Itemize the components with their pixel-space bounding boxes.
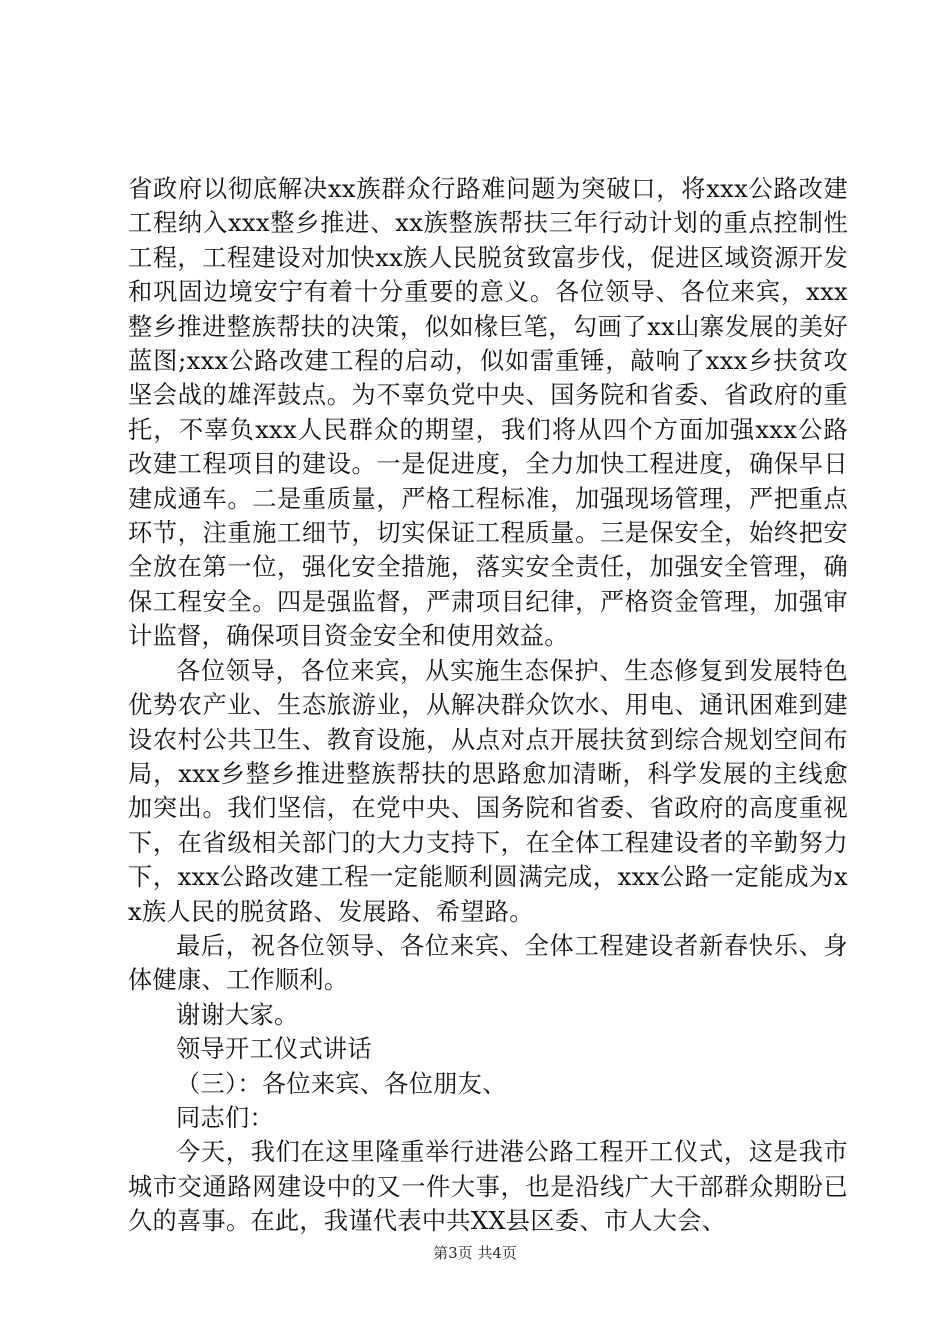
paragraph: 各位领导，各位来宾，从实施生态保护、生态修复到发展特色优势农产业、生态旅游业，从解决群众饮水、用电、通讯困难到建设农村公共卫生、教育设施，从点对点开展扶贫到综合规划空间布局，xxx乡整乡推进整族帮扶的思路愈加清晰，科学发展的主线愈加突出。我们坚信，在党中央、国务院和省委、省政府的高度重视下，在省级相关部门的大力支持下，在全体工程建设者的辛勤努力下，xxx公路改建工程一定能顺利圆满完成，xxx公路一定能成为xx族人民的脱贫路、发展路、希望路。: [128, 656, 848, 926]
paragraph: 最后，祝各位领导、各位来宾、全体工程建设者新春快乐、身体健康、工作顺利。: [128, 931, 848, 995]
section-heading: 领导开工仪式讲话: [176, 1035, 372, 1064]
paragraph: 谢谢大家。: [176, 1000, 299, 1029]
paragraph: （三）：各位来宾、各位朋友、: [176, 1069, 507, 1098]
body-text: [128, 172, 848, 1239]
paragraph: 省政府以彻底解决xx族群众行路难问题为突破口，将xxx公路改建工程纳入xxx整乡推进、xx族整族帮扶三年行动计划的重点控制性工程，工程建设对加快xx族人民脱贫致富步伐，促进区域资源开发和巩固边境安宁有着十分重要的意义。各位领导、各位来宾，xxx整乡推进整族帮扶的决策，似如椽巨笔，勾画了xx山寨发展的美好蓝图;xxx公路改建工程的启动，似如雷重锤，敲响了xxx乡扶贫攻坚会战的雄浑鼓点。为不辜负党中央、国务院和省委、省政府的重托，不辜负xxx人民群众的期望，我们将从四个方面加强xxx公路改建工程项目的建设。一是促进度，全力加快工程进度，确保早日建成通车。二是重质量，严格工程标准，加强现场管理，严把重点环节，注重施工细节，切实保证工程质量。三是保安全，始终把安全放在第一位，强化安全措施，落实安全责任，加强安全管理，确保工程安全。四是强监督，严肃项目纪律，严格资金管理，加强审计监督，确保项目资金安全和使用效益。: [128, 175, 848, 651]
page-number-footer: 第3页 共4页: [433, 1244, 517, 1262]
paragraph: 今天，我们在这里隆重举行进港公路工程开工仪式，这是我市城市交通路网建设中的又一件大事，也是沿线广大干部群众期盼已久的喜事。在此，我谨代表中共XX县区委、市人大会、: [128, 1138, 848, 1236]
salutation: 同志们：: [176, 1103, 274, 1132]
